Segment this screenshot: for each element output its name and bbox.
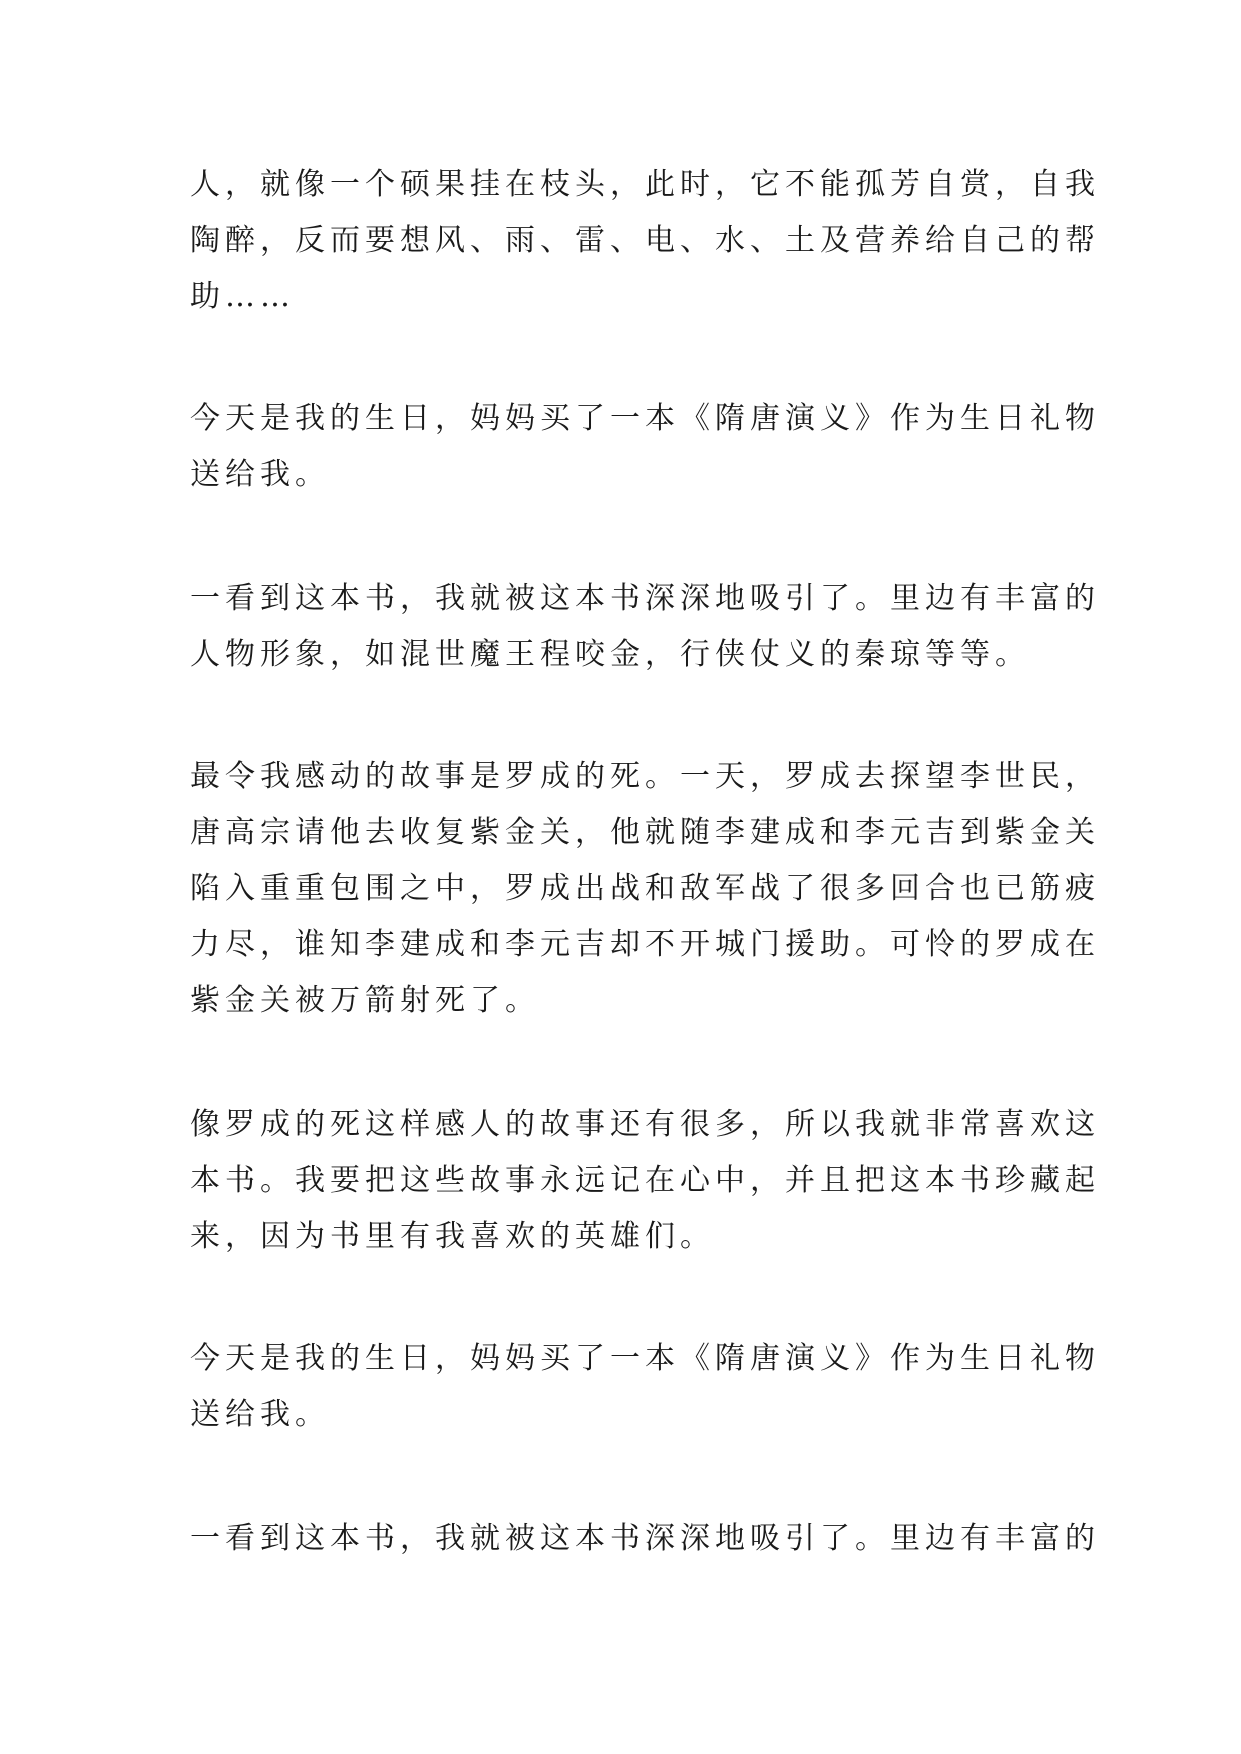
paragraph-7-line-1: 一看到这本书，我就被这本书深深地吸引了。里边有丰富的: [190, 1521, 1100, 1556]
paragraph-2-line-2: 送给我。: [190, 457, 330, 492]
paragraph-1-line-1: 人，就像一个硕果挂在枝头，此时，它不能孤芳自赏，自我: [190, 167, 1100, 202]
paragraph-6-line-2: 送给我。: [190, 1397, 330, 1432]
paragraph-1-line-3: 助……: [190, 279, 295, 314]
paragraph-4-line-2: 唐高宗请他去收复紫金关，他就随李建成和李元吉到紫金关: [190, 815, 1100, 850]
paragraph-2-line-1: 今天是我的生日，妈妈买了一本《隋唐演义》作为生日礼物: [190, 401, 1100, 436]
paragraph-6-line-1: 今天是我的生日，妈妈买了一本《隋唐演义》作为生日礼物: [190, 1341, 1100, 1376]
paragraph-4-line-5: 紫金关被万箭射死了。: [190, 983, 540, 1018]
paragraph-4-line-3: 陷入重重包围之中，罗成出战和敌军战了很多回合也已筋疲: [190, 871, 1100, 906]
paragraph-4-line-4: 力尽，谁知李建成和李元吉却不开城门援助。可怜的罗成在: [190, 927, 1100, 962]
paragraph-4-line-1: 最令我感动的故事是罗成的死。一天，罗成去探望李世民，: [190, 759, 1100, 794]
paragraph-5-line-2: 本书。我要把这些故事永远记在心中，并且把这本书珍藏起: [190, 1163, 1100, 1198]
paragraph-5-line-1: 像罗成的死这样感人的故事还有很多，所以我就非常喜欢这: [190, 1107, 1100, 1142]
paragraph-3-line-1: 一看到这本书，我就被这本书深深地吸引了。里边有丰富的: [190, 581, 1100, 616]
paragraph-3-line-2: 人物形象，如混世魔王程咬金，行侠仗义的秦琼等等。: [190, 637, 1030, 672]
paragraph-5-line-3: 来，因为书里有我喜欢的英雄们。: [190, 1219, 715, 1254]
paragraph-1-line-2: 陶醉，反而要想风、雨、雷、电、水、土及营养给自己的帮: [190, 223, 1100, 258]
